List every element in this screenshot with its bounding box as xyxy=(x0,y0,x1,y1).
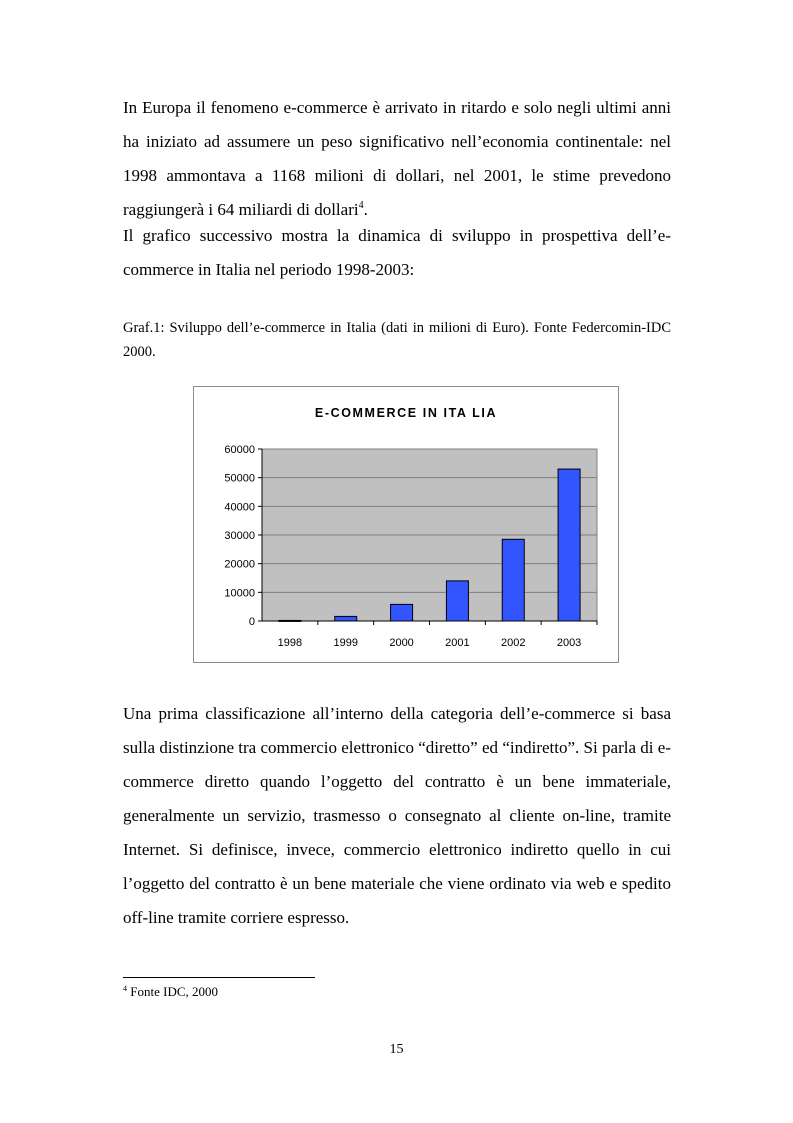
intro-paragraph xyxy=(123,91,671,227)
classification-paragraph: Una prima classificazione all’interno della categoria dell’e-commerce si basa sulla distinzione tra commercio elettronico “diretto” ed “indiretto”. Si parla di e-commerce diretto quando l’oggetto del contratto è un bene immateriale, generalmente un servizio, trasmesso o consegnato al cliente on-line, tramite Internet. Si definisce, invece, commercio elettronico indiretto quello in cui l’oggetto del contratto è un bene materiale che viene ordinato via web e spedito off-line tramite corriere espresso. xyxy=(123,704,671,927)
bar-chart xyxy=(193,386,619,663)
x-tick-label: 1998 xyxy=(277,637,303,649)
x-tick-label: 2000 xyxy=(389,637,414,649)
chart-title: E-COMMERCE IN ITA LIA xyxy=(314,406,498,420)
footnote-text: Fonte IDC, 2000 xyxy=(130,984,218,999)
bar-2000 xyxy=(391,604,413,621)
y-tick-label: 50000 xyxy=(224,472,255,485)
y-tick-label: 60000 xyxy=(224,444,255,456)
y-tick-label: 10000 xyxy=(224,587,255,600)
y-tick-label: 40000 xyxy=(224,501,255,514)
bar-1998 xyxy=(279,620,301,621)
intro-paragraph-text: In Europa il fenomeno e-commerce è arrivato in ritardo e solo negli ultimi anni ha iniziato ad assumere un peso significativo nell’economia continentale: nel 1998 ammontava a 1168 milioni di dollari, nel 2001, le stime prevedono raggiungerà i 64 miliardi di dollari xyxy=(123,98,671,219)
x-tick-label: 2001 xyxy=(445,637,470,649)
bar-2002 xyxy=(502,539,524,621)
bar-2001 xyxy=(446,581,468,621)
footnote-reference[interactable]: 4 xyxy=(358,200,364,211)
footnote-number: 4 xyxy=(123,984,127,993)
bar-1999 xyxy=(335,616,357,621)
y-tick-label: 0 xyxy=(248,616,255,628)
bar-2003 xyxy=(558,469,580,621)
chart-intro-paragraph: Il grafico successivo mostra la dinamica di sviluppo in prospettiva dell’e-commerce in Italia nel periodo 1998-2003: xyxy=(123,226,671,279)
y-tick-label: 20000 xyxy=(224,558,255,571)
chart-caption: Graf.1: Sviluppo dell’e-commerce in Italia (dati in milioni di Euro). Fonte Federcomin-IDC 2000. xyxy=(123,320,671,360)
x-tick-label: 1999 xyxy=(333,637,358,649)
page-number: 15 xyxy=(389,1042,404,1057)
footnote xyxy=(123,984,218,1000)
chart-canvas xyxy=(194,387,618,662)
footnote-divider xyxy=(123,977,315,978)
x-tick-label: 2002 xyxy=(501,637,526,649)
y-tick-label: 30000 xyxy=(224,530,255,542)
intro-paragraph-end: . xyxy=(363,200,368,219)
x-tick-label: 2003 xyxy=(556,637,582,649)
